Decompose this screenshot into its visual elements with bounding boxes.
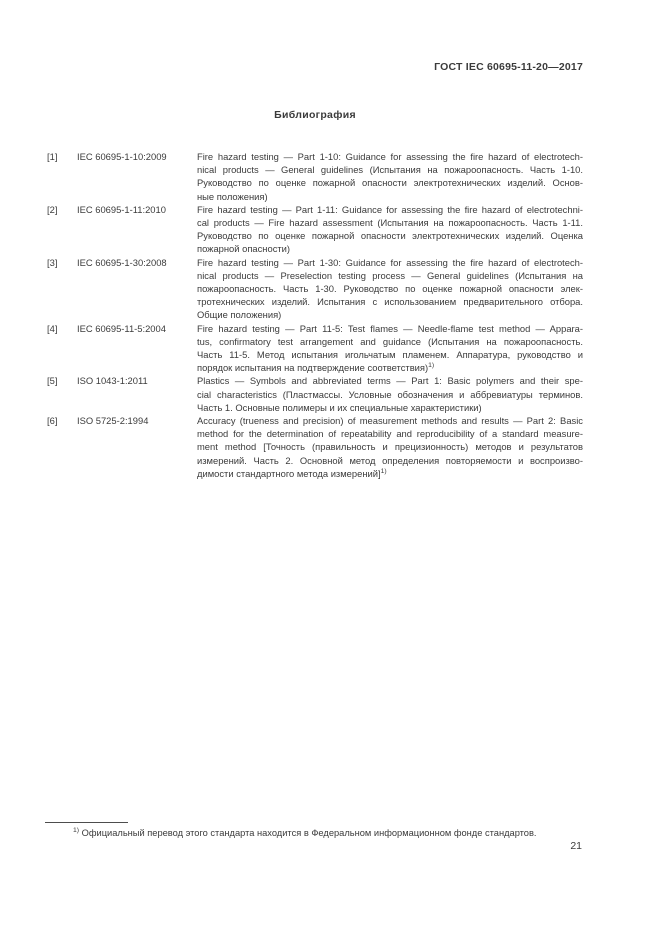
reference-line: Часть 11-5. Метод испытания игольчатым пламенем. Аппаратура, руководство и: [197, 349, 583, 361]
footnote-marker: 1): [73, 826, 80, 834]
footnote-divider: [45, 822, 128, 823]
reference-item: [47, 256, 583, 322]
reference-item: [47, 322, 583, 375]
reference-code: IEC 60695-1-30:2008: [77, 256, 167, 268]
reference-line: ment method [Точность (правильность и прецизионность) методов и результатов: [197, 441, 583, 453]
reference-item: [47, 374, 583, 414]
reference-number: [2]: [47, 203, 58, 215]
reference-code: IEC 60695-1-10:2009: [77, 151, 167, 162]
reference-item: [47, 414, 583, 480]
reference-code: ISO 5725-2:1994: [77, 415, 149, 427]
page-title: Библиография: [274, 109, 356, 121]
footnote: [45, 827, 583, 840]
reference-code: ISO 1043-1:2011: [77, 375, 148, 387]
reference-line: Accuracy (trueness and precision) of measurement methods and results — Part 2: Basic: [197, 415, 583, 427]
reference-description: [197, 150, 583, 203]
reference-line: cal products — Fire hazard assessment (Испытания на пожароопасность. Часть 1-11.: [197, 217, 583, 229]
page-number: 21: [570, 840, 582, 852]
footnote-reference-marker: 1): [428, 362, 435, 370]
reference-line: димости стандартного метода измерений]$^{1)}$: [197, 467, 387, 479]
reference-description: [197, 256, 583, 322]
reference-line: Руководство по оценке пожарной опасности электротехнических изделий. Основ-: [197, 177, 583, 189]
reference-line: nical products — General guidelines (Испытания на пожароопасность. Часть 1-10.: [197, 164, 583, 176]
reference-line: пожароопасность. Часть 1-30. Руководство по оценке пожарной опасности элек-: [197, 283, 583, 295]
reference-line: тротехнических изделий. Испытания с использованием предварительного отбора.: [197, 296, 583, 308]
reference-description: [197, 203, 583, 256]
footnote-reference-marker: 1): [380, 467, 387, 475]
reference-line: порядок испытания на подтверждение соответствия)$^{1)}$: [197, 362, 435, 374]
reference-line: Часть 1. Основные полимеры и их специальные характеристики): [197, 401, 482, 413]
bibliography-list: [47, 150, 583, 480]
reference-line: Plastics — Symbols and abbreviated terms — Part 1: Basic polymers and their spe-: [197, 375, 583, 387]
reference-line: пожарной опасности): [197, 243, 291, 255]
reference-line: Fire hazard testing — Part 1-30: Guidance for assessing the fire hazard of electrotech-: [197, 256, 583, 268]
footnote-text: Официальный перевод этого стандарта находится в Федеральном информационном фонде стандартов.: [79, 828, 537, 838]
reference-description: [197, 414, 583, 480]
reference-number: [5]: [47, 375, 58, 387]
reference-code: IEC 60695-1-11:2010: [77, 203, 166, 215]
reference-line: Общие положения): [197, 309, 282, 321]
reference-number: [1]: [47, 151, 58, 162]
reference-line: nical products — Preselection testing process — General guidelines (Испытания на: [197, 269, 583, 281]
reference-line: Fire hazard testing — Part 1-10: Guidance for assessing the fire hazard of electrotech-: [197, 151, 583, 162]
reference-code: IEC 60695-11-5:2004: [77, 322, 166, 334]
reference-line: Руководство по оценке пожарной опасности электротехнических изделий. Оценка: [197, 230, 583, 242]
reference-number: [6]: [47, 415, 58, 427]
reference-line: method for the determination of repeatability and reproducibility of a standard measure-: [197, 428, 583, 440]
reference-line: ные положения): [197, 190, 268, 202]
reference-item: [47, 203, 583, 256]
reference-line: Fire hazard testing — Part 1-11: Guidance for assessing the fire hazard of electrotechni-: [197, 203, 583, 215]
reference-number: [4]: [47, 322, 58, 334]
reference-number: [3]: [47, 256, 58, 268]
reference-description: [197, 374, 583, 414]
reference-item: [47, 150, 583, 203]
reference-line: tus, confirmatory test arrangement and guidance (Испытания на пожароопасность.: [197, 335, 583, 347]
reference-line: Fire hazard testing — Part 11-5: Test flames — Needle-flame test method — Appara-: [197, 322, 583, 334]
reference-description: [197, 322, 583, 375]
document-standard-code: ГОСТ IEC 60695-11-20—2017: [434, 61, 583, 73]
reference-line: cial characteristics (Пластмассы. Условные обозначения и аббревиатуры терминов.: [197, 388, 583, 400]
reference-line: измерений. Часть 2. Основной метод определения повторяемости и воспроизво-: [197, 454, 583, 466]
